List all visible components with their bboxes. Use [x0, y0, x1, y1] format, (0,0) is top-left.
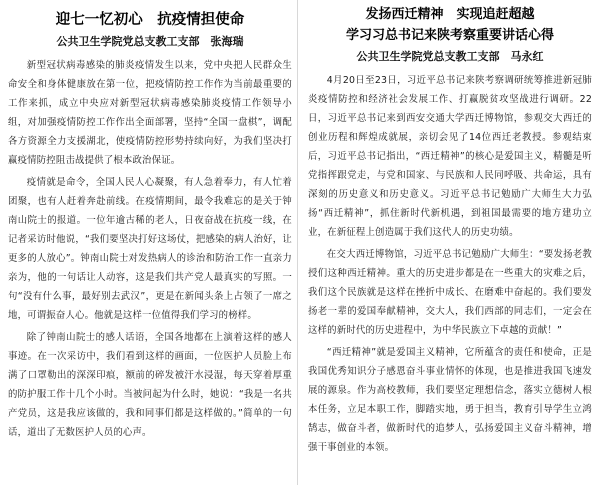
author-byline: 公共卫生学院党总支教工支部 马永红 [356, 50, 544, 63]
body-paragraph: 疫情就是命令，全国人民人心凝聚，有人急着奉力，有人忙着团聚，也有人赶着奔赴前线。在疫情期间，最令我难忘的是关于钟南山院士的报道。一位年逾古稀的老人，日夜奋战在抗疫一线，在记者采访时他说，“我们要坚决打好这场仗，把感染的病人治好，让更多的人放心”。钟南山院士对发热病人的诊治和防治工作一直亲力亲为，他的一句话让人动容，这是我们共产党人最真实的写照。一句“没有什么事，最好别去武汉”，更是在新闻头条上占领了一席之地，可谓振奋人心。他就是这样一位值得我们学习的榜样。 [8, 177, 292, 321]
document-page-left [5, 0, 295, 485]
page-title: 发扬西迁精神 实现追赶超越 [365, 7, 535, 22]
page-subtitle: 学习习总书记来陕考察重要讲话心得 [345, 28, 554, 43]
body-paragraph: 在交大西迁博物馆，习近平总书记勉励广大师生：“要发扬老教授们这种西迁精神。重大的历史进步都是在一些重大的灾难之后，我们这个民族就是这样在挫折中成长、在磨难中奋起的。我们要发扬老一辈的爱国奉献精神，交大人，我们西部的同志们，一定会在这样的新时代的历史进程中，为中华民族立下卓越的贡献！” [308, 249, 592, 336]
body-paragraph: “西迁精神”就是爱国主义精神，它所蕴含的责任和使命，正是我国优秀知识分子感恩奋斗事业情怀的体现，也是推进我国飞速发展的源泉。作为高校教师，我们要坚定理想信念，落实立德树人根本任务，立足本职工作，脚踏实地，勇于担当，教育引导学生立鸿鹄志，做奋斗者，做新时代的追梦人，弘扬爱国主义奋斗精神，增强干事创业的本领。 [308, 347, 592, 453]
body-paragraph: 除了钟南山院士的感人话语，全国各地都在上演着这样的感人事迹。在一次采访中，我们看到这样的画面，一位医护人员脸上布满了口罩勒出的深深印痕，额前的碎发被汗水浸湿，每天穿着厚重的防护服工作十几个小时。当被问起为什么时，她说：“我是一名共产党员，这是我应该做的，我和同事们都是这样做的。”简单的一句话，道出了无数医护人员的心声。 [8, 332, 292, 438]
body-paragraph: 新型冠状病毒感染的肺炎疫情发生以来，党中央把人民群众生命安全和身体健康放在第一位，把疫情防控工作作为当前最重要的工作来抓，成立中央应对新型冠状病毒感染肺炎疫情工作领导小组，对加强疫情防控工作作出全面部署，坚持“全国一盘棋”，调配各方资源全力支援湖北，使疫情防控形势持续向好，为我们坚决打赢疫情防控阻击战提供了根本政治保证。 [8, 60, 292, 166]
page-title: 迎七一忆初心 抗疫情担使命 [55, 11, 245, 28]
body-paragraph: 4月20日至23日，习近平总书记来陕考察调研统筹推进新冠肺炎疫情防控和经济社会发展工作、打赢脱贫攻坚战进行调研。22日，习近平总书记来到西安交通大学西迁博物馆，参观交大西迁的创业历程和辉煌成就展，亲切会见了14位西迁老教授。参观结束后，习近平总书记指出，“西迁精神”的核心是爱国主义，精髓是听党指挥跟党走，与党和国家、与民族和人民同呼吸、共命运，具有深刻的历史意义和历史意义。习近平总书记勉励广大师生大力弘扬“西迁精神”，抓住新时代新机遇，到祖国最需要的地方建功立业，在新征程上创造属于我们这代人的历史功绩。 [308, 75, 592, 238]
author-byline: 公共卫生学院党总支教工支部 张海瑞 [56, 35, 244, 48]
page-gutter [297, 0, 298, 485]
document-page-right [305, 0, 595, 485]
